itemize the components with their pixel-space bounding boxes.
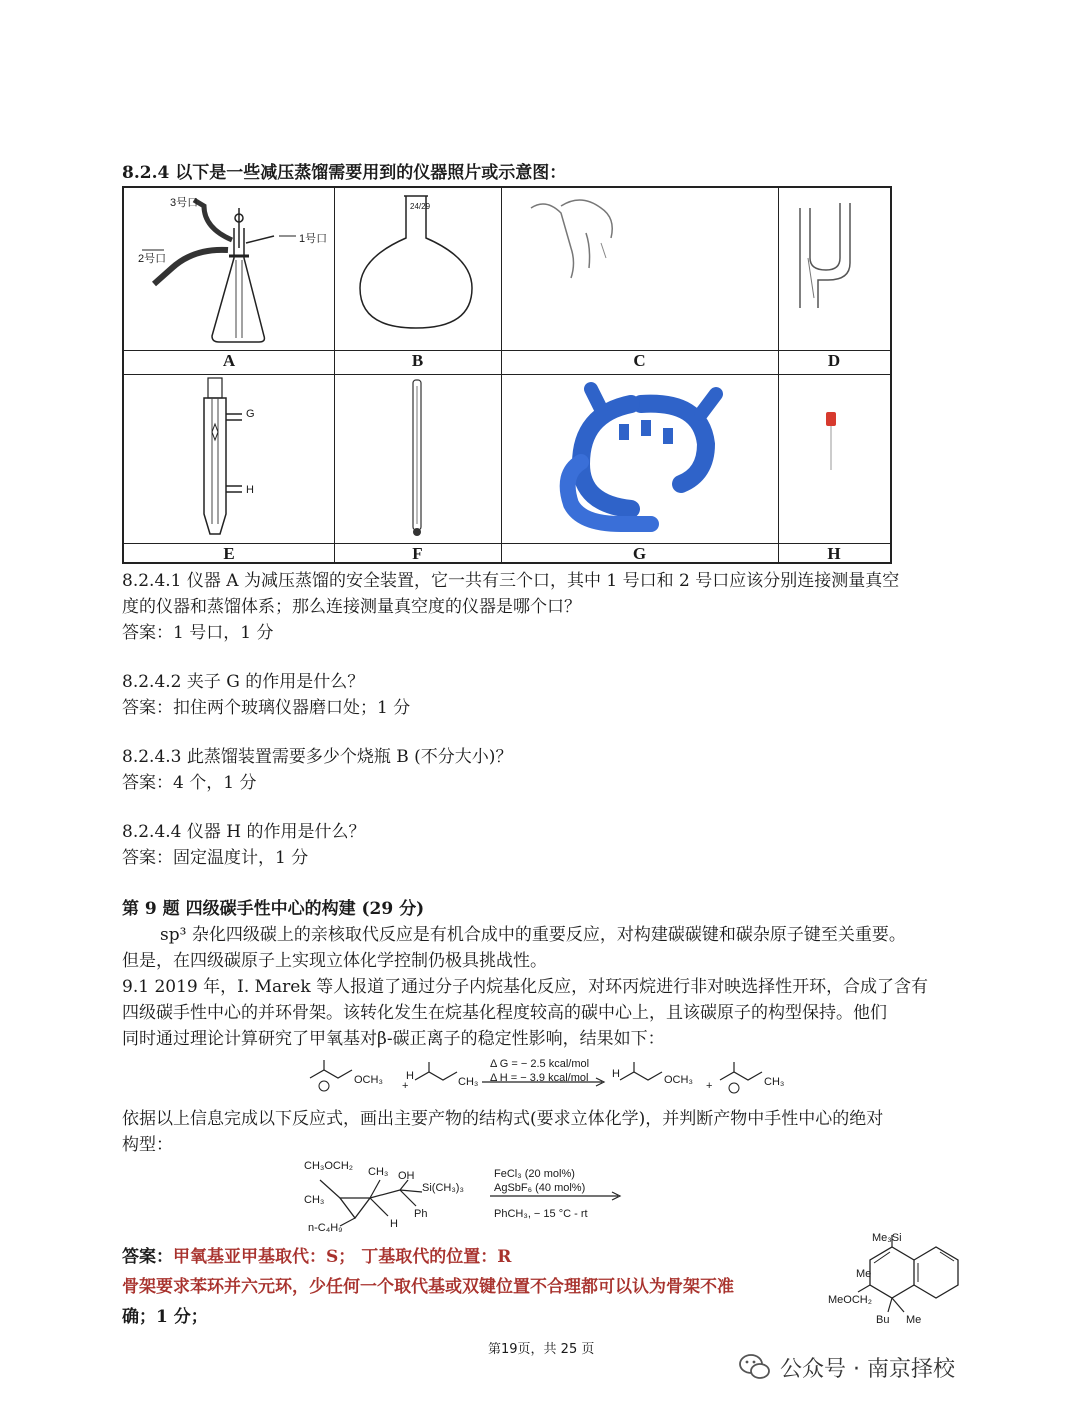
- problem9-p1-line1: 9.1 2019 年，I. Marek 等人报道了通过分子内烷基化反应，对环丙烷进行非对映选择性开环，合成了含有: [122, 977, 929, 997]
- label-h: H: [827, 544, 841, 563]
- q1-line1: 8.2.4.1 仪器 A 为减压蒸馏的安全装置，它一共有三个口，其中 1 号口和 2 号口应该分别连接测量真空: [122, 571, 900, 591]
- q3-answer: 答案：4 个，1 分: [122, 773, 257, 793]
- product-me: Me: [856, 1268, 872, 1280]
- r2-ch3a: CH₃: [368, 1166, 389, 1178]
- r1-right2: CH₃: [764, 1076, 785, 1088]
- r2-cond2: AgSbF₆ (40 mol%): [494, 1182, 586, 1194]
- watermark: 公众号 · 南京择校: [780, 1357, 955, 1382]
- heading-text: 8.2.4 以下是一些减压蒸馏需要用到的仪器照片或示意图：: [122, 163, 567, 183]
- port1-label: 1号口: [299, 233, 328, 245]
- problem9-title: 第 9 题 四级碳手性中心的构建 (29 分): [122, 899, 425, 919]
- label-c: C: [633, 351, 646, 370]
- label-e: E: [223, 544, 235, 563]
- product-meoch2: MeOCH₂: [828, 1294, 872, 1306]
- product-me2: Me: [906, 1314, 922, 1326]
- r1-right1: OCH₃: [664, 1074, 693, 1086]
- reaction2-drawing: [300, 1160, 640, 1240]
- r1-left1: OCH₃: [354, 1074, 383, 1086]
- r2-si: Si(CH₃)₃: [422, 1182, 464, 1194]
- problem9-p1-line2: 四级碳手性中心的并环骨架。该转化发生在烷基化程度较高的碳中心上，且该碳原子的构型保持。他们: [122, 1003, 887, 1023]
- q3-question: 8.2.4.3 此蒸馏装置需要多少个烧瓶 B (不分大小)？: [122, 747, 513, 767]
- port2-label: 2号口: [138, 253, 167, 265]
- product-me3si: Me₃Si: [872, 1232, 902, 1244]
- label-b: B: [411, 351, 424, 370]
- r2-h: H: [390, 1218, 398, 1230]
- r2-cond1: FeCl₃ (20 mol%): [494, 1168, 575, 1180]
- problem9-answer-line1: 答案：甲氧基亚甲基取代：S； 丁基取代的位置：R: [122, 1247, 512, 1267]
- product-structure: [820, 1230, 970, 1340]
- r1-right1a: H: [612, 1068, 620, 1080]
- problem9-intro2: 但是，在四级碳原子上实现立体化学控制仍极具挑战性。: [122, 951, 547, 971]
- problem9-intro1: sp³ 杂化四级碳上的亲核取代反应是有机合成中的重要反应，对构建碳碳键和碳杂原子键至关重要。: [160, 925, 906, 945]
- q1-line2: 度的仪器和蒸馏体系；那么连接测量真空度的仪器是哪个口？: [122, 597, 581, 617]
- condenser-h-label: H: [246, 484, 254, 496]
- r2-ch3b: CH₃: [304, 1194, 325, 1206]
- wechat-icon: [738, 1352, 772, 1386]
- label-f: F: [412, 544, 423, 563]
- problem9-answer-line2: 骨架要求苯环并六元环，少任何一个取代基或双键位置不合理都可以认为骨架不准: [122, 1277, 734, 1297]
- apparatus-table: [122, 186, 892, 564]
- r1-plus2: +: [706, 1080, 713, 1092]
- r2-cond3: PhCH₃, − 15 °C - rt: [494, 1208, 588, 1220]
- round-flask-drawing: [334, 188, 501, 350]
- problem9-p1-line3: 同时通过理论计算研究了甲氧基对β-碳正离子的稳定性影响，结果如下：: [122, 1029, 665, 1049]
- r1-left2: H: [406, 1070, 414, 1082]
- q4-question: 8.2.4.4 仪器 H 的作用是什么？: [122, 822, 366, 842]
- joint-size-label: 24/29: [410, 202, 431, 211]
- q4-answer: 答案：固定温度计，1 分: [122, 848, 309, 868]
- product-bu: Bu: [876, 1314, 890, 1326]
- keck-clip-image: [501, 374, 778, 543]
- claisen-adapter-drawing: [778, 188, 890, 350]
- thermometer-drawing: [334, 374, 501, 543]
- condenser-drawing: [124, 374, 334, 543]
- r2-oh: OH: [398, 1170, 415, 1182]
- problem9-p2-line2: 构型：: [122, 1135, 173, 1155]
- condenser-g-label: G: [246, 408, 255, 420]
- r2-ch3och2: CH₃OCH₂: [304, 1160, 354, 1172]
- r1-left2b: CH₃: [458, 1076, 479, 1088]
- safety-flask-drawing: [124, 188, 334, 350]
- adapter-drawing: [501, 188, 778, 350]
- section-heading: [122, 160, 566, 187]
- page-number: 第19页，共 25 页: [488, 1342, 595, 1357]
- label-a: A: [222, 351, 236, 370]
- q2-answer: 答案：扣住两个玻璃仪器磨口处；1 分: [122, 698, 411, 718]
- r2-bu: n-C₄H₉: [308, 1222, 343, 1234]
- problem9-answer-line3: 确；1 分；: [122, 1307, 208, 1327]
- q2-question: 8.2.4.2 夹子 G 的作用是什么？: [122, 672, 365, 692]
- label-d: D: [827, 351, 841, 370]
- thermometer-adapter-image: [778, 374, 890, 543]
- label-g: G: [632, 544, 647, 563]
- problem9-p2-line1: 依据以上信息完成以下反应式，画出主要产物的结构式(要求立体化学)，并判断产物中手性中心的绝对: [122, 1109, 884, 1129]
- q1-answer: 答案：1 号口，1 分: [122, 623, 274, 643]
- r2-ph: Ph: [414, 1208, 428, 1220]
- port3-label: 3号口: [170, 197, 199, 209]
- r1-arrow-top: Δ G = − 2.5 kcal/mol: [490, 1058, 590, 1070]
- r1-plus1: +: [402, 1080, 409, 1092]
- r1-arrow-bottom: Δ H = − 3.9 kcal/mol: [490, 1072, 589, 1084]
